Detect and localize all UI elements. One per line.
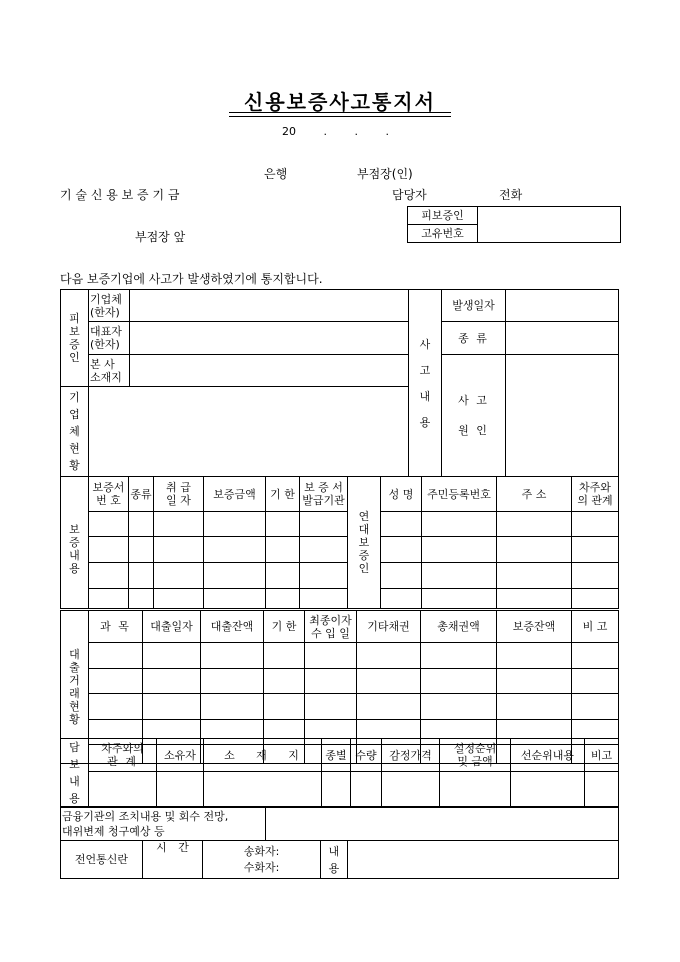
sender-label: 송화자: — [243, 844, 280, 858]
collateral-table — [60, 738, 619, 808]
accident-type-label: 종 류 — [442, 322, 506, 355]
borrower-relation-header: 차주와의 관 계 — [89, 739, 157, 772]
guaranteed-id-field[interactable] — [478, 207, 621, 243]
company-accident-table — [60, 289, 619, 477]
quantity-header: 수량 — [351, 739, 382, 772]
table-row — [61, 643, 619, 669]
accident-date-field[interactable] — [506, 290, 619, 322]
accident-cause-label: 사 고 원 인 — [442, 355, 506, 477]
guarantee-no-header: 보증서 번 호 — [89, 477, 129, 512]
kind-header: 종별 — [322, 739, 351, 772]
total-claims-header: 총채권액 — [421, 611, 497, 643]
guarantee-table — [60, 476, 619, 609]
company-status-label: 기 업 체 현 황 — [61, 387, 89, 477]
issuer-header: 보 증 서 발급기관 — [300, 477, 348, 512]
id-number-label: 고유번호 — [408, 225, 478, 243]
title-underline-2 — [229, 116, 451, 117]
loan-section-label: 대 출 거 래 현 황 — [61, 611, 89, 764]
date-line: 20 . . . — [282, 125, 389, 138]
collateral-section-label: 담 보 내 용 — [61, 739, 89, 808]
accident-section-label: 사 고 내 용 — [409, 290, 442, 477]
table-row — [61, 563, 619, 589]
receiver-label: 수화자: — [243, 860, 280, 874]
measures-field[interactable] — [266, 807, 619, 841]
sender-receiver-field[interactable] — [203, 841, 321, 879]
term-header: 기 한 — [266, 477, 300, 512]
loan-date-header: 대출일자 — [143, 611, 201, 643]
table-row — [61, 512, 619, 537]
priority-amount-header: 설정순위 및 금액 — [440, 739, 511, 772]
guarantee-balance-header: 보증잔액 — [497, 611, 572, 643]
subject-header: 과 목 — [89, 611, 143, 643]
collateral-remarks-header: 비고 — [585, 739, 619, 772]
loan-balance-header: 대출잔액 — [201, 611, 264, 643]
hq-address-field[interactable] — [130, 355, 409, 387]
hq-address-label: 본 사 소재지 — [89, 355, 130, 387]
joint-name-header: 성 명 — [381, 477, 422, 512]
appraisal-header: 감정가격 — [382, 739, 440, 772]
company-name-field[interactable] — [130, 290, 409, 322]
company-section-label: 피 보 증 인 — [61, 290, 89, 387]
guarantee-type-header: 종류 — [129, 477, 154, 512]
last-interest-header: 최종이자 수 입 일 — [305, 611, 357, 643]
accident-type-field[interactable] — [506, 322, 619, 355]
table-row — [61, 669, 619, 694]
table-row — [61, 589, 619, 609]
table-row — [61, 694, 619, 720]
representative-label: 대표자 (한자) — [89, 322, 130, 355]
measures-table — [60, 806, 619, 841]
content-field[interactable] — [348, 841, 619, 879]
location-header: 소 재 지 — [204, 739, 322, 772]
telecom-label: 전언통신란 — [61, 841, 143, 879]
table-row — [61, 772, 619, 808]
guaranteed-label: 피보증인 — [408, 207, 478, 225]
representative-field[interactable] — [130, 322, 409, 355]
joint-section-label: 연 대 보 증 인 — [348, 477, 381, 609]
branch-manager-label: 부점장 앞 — [135, 230, 186, 244]
accident-cause-field[interactable] — [506, 355, 619, 477]
accident-date-label: 발생일자 — [442, 290, 506, 322]
manager-label: 부점장(인) — [357, 167, 413, 181]
guarantee-section-label: 보 증 내 용 — [61, 477, 89, 609]
phone-label: 전화 — [499, 188, 523, 202]
other-claims-header: 기타채권 — [357, 611, 421, 643]
company-name-label: 기업체 (한자) — [89, 290, 130, 322]
loan-term-header: 기 한 — [264, 611, 305, 643]
company-status-field[interactable] — [89, 387, 409, 477]
fund-name: 기 술 신 용 보 증 기 금 — [60, 188, 180, 202]
loan-remarks-header: 비 고 — [572, 611, 619, 643]
time-label: 시 간 — [143, 841, 203, 879]
title-underline-1 — [229, 112, 451, 113]
joint-address-header: 주 소 — [497, 477, 572, 512]
staff-label: 담당자 — [392, 188, 427, 202]
owner-header: 소유자 — [157, 739, 204, 772]
bank-label: 은행 — [264, 167, 288, 181]
guarantee-amount-header: 보증금액 — [204, 477, 266, 512]
intro-text: 다음 보증기업에 사고가 발생하였기에 통지합니다. — [60, 272, 323, 286]
handling-date-header: 취 급 일 자 — [154, 477, 204, 512]
table-row — [61, 537, 619, 563]
content-label: 내 용 — [321, 841, 348, 879]
guaranteed-id-box — [407, 206, 621, 243]
relation-header: 차주와 의 관계 — [572, 477, 619, 512]
senior-content-header: 선순위내용 — [511, 739, 585, 772]
measures-label: 금융기관의 조치내용 및 회수 전망, 대위변제 청구예상 등 — [61, 807, 266, 841]
page-title: 신용보증사고통지서 — [244, 90, 436, 114]
telecom-table — [60, 840, 619, 879]
resident-no-header: 주민등록번호 — [422, 477, 497, 512]
